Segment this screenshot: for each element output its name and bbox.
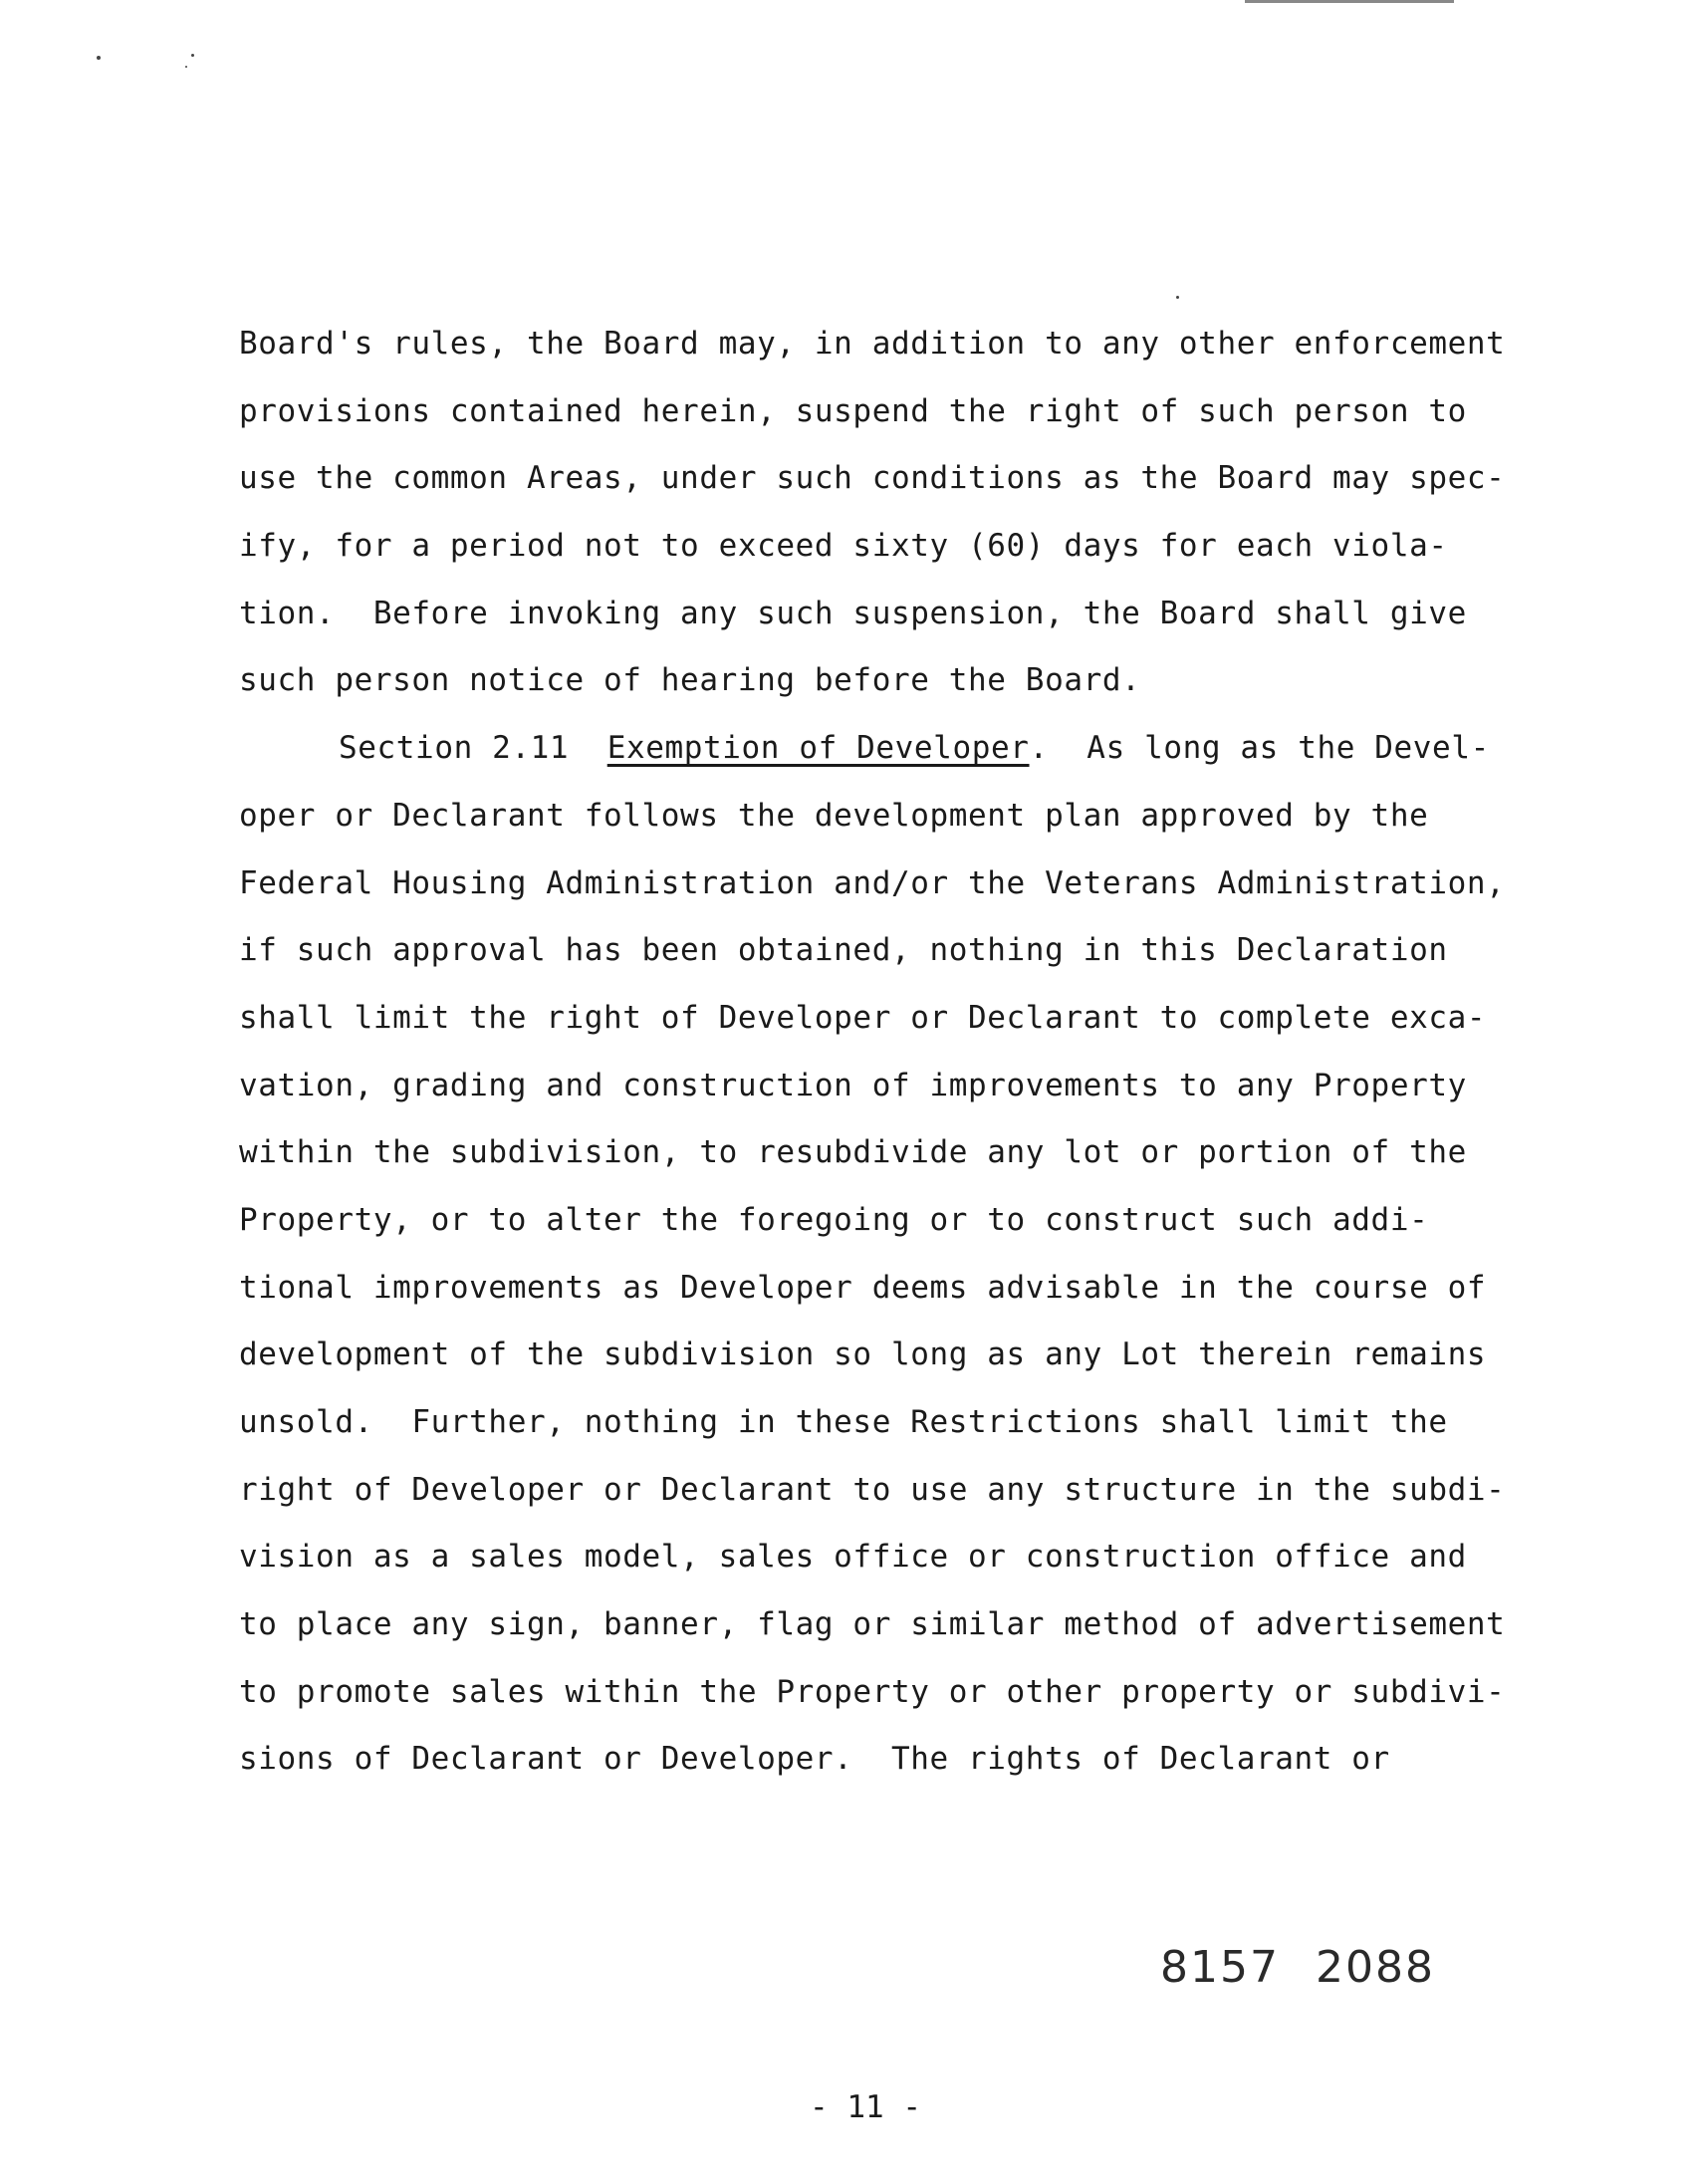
text-line: such person notice of hearing before the Board. bbox=[239, 662, 1141, 699]
text-line: shall limit the right of Developer or Declarant to complete exca- bbox=[239, 999, 1487, 1036]
text-line: provisions contained herein, suspend the right of such person to bbox=[239, 392, 1467, 429]
recording-stamp bbox=[1160, 1942, 1435, 1993]
text-line: development of the subdivision so long as any Lot therein remains bbox=[239, 1336, 1487, 1373]
scan-speck bbox=[191, 54, 194, 57]
text-line: to promote sales within the Property or other property or subdivi- bbox=[239, 1673, 1506, 1710]
scan-speck bbox=[185, 66, 187, 68]
body-text bbox=[239, 311, 1564, 1794]
text-line: use the common Areas, under such conditions as the Board may spec- bbox=[239, 460, 1506, 497]
section-first-line-rest: . As long as the Devel- bbox=[1029, 730, 1490, 767]
section-heading: Exemption of Developer bbox=[606, 730, 1030, 767]
text-line: oper or Declarant follows the development plan approved by the bbox=[239, 797, 1429, 834]
section-heading-line bbox=[239, 715, 1564, 783]
stamp-book-number: 8157 bbox=[1160, 1942, 1280, 1993]
text-line: tion. Before invoking any such suspension, the Board shall give bbox=[239, 595, 1467, 631]
text-line: Board's rules, the Board may, in addition to any other enforcement bbox=[239, 326, 1506, 362]
text-line: to place any sign, banner, flag or similar method of advertisement bbox=[239, 1606, 1506, 1643]
text-line: if such approval has been obtained, nothing in this Declaration bbox=[239, 932, 1448, 969]
text-line: tional improvements as Developer deems advisable in the course of bbox=[239, 1269, 1487, 1306]
text-line: Federal Housing Administration and/or the Veterans Administration, bbox=[239, 864, 1506, 901]
text-line: Property, or to alter the foregoing or to construct such addi- bbox=[239, 1201, 1429, 1238]
stamp-page-number: 2088 bbox=[1315, 1942, 1435, 1993]
text-line: ify, for a period not to exceed sixty (60) days for each viola- bbox=[239, 528, 1448, 565]
text-line: vision as a sales model, sales office or construction office and bbox=[239, 1539, 1467, 1576]
section-number: Section 2.11 bbox=[339, 730, 570, 767]
scan-speck bbox=[97, 56, 101, 60]
text-line: vation, grading and construction of improvements to any Property bbox=[239, 1067, 1467, 1103]
scan-speck bbox=[1176, 296, 1179, 299]
text-line: sions of Declarant or Developer. The rights of Declarant or bbox=[239, 1741, 1390, 1778]
text-line: within the subdivision, to resubdivide any lot or portion of the bbox=[239, 1134, 1467, 1171]
text-line: unsold. Further, nothing in these Restrictions shall limit the bbox=[239, 1404, 1448, 1440]
text-line: right of Developer or Declarant to use any structure in the subdi- bbox=[239, 1471, 1506, 1508]
page-number: - 11 - bbox=[810, 2089, 921, 2125]
scan-edge-mark bbox=[1245, 0, 1454, 3]
